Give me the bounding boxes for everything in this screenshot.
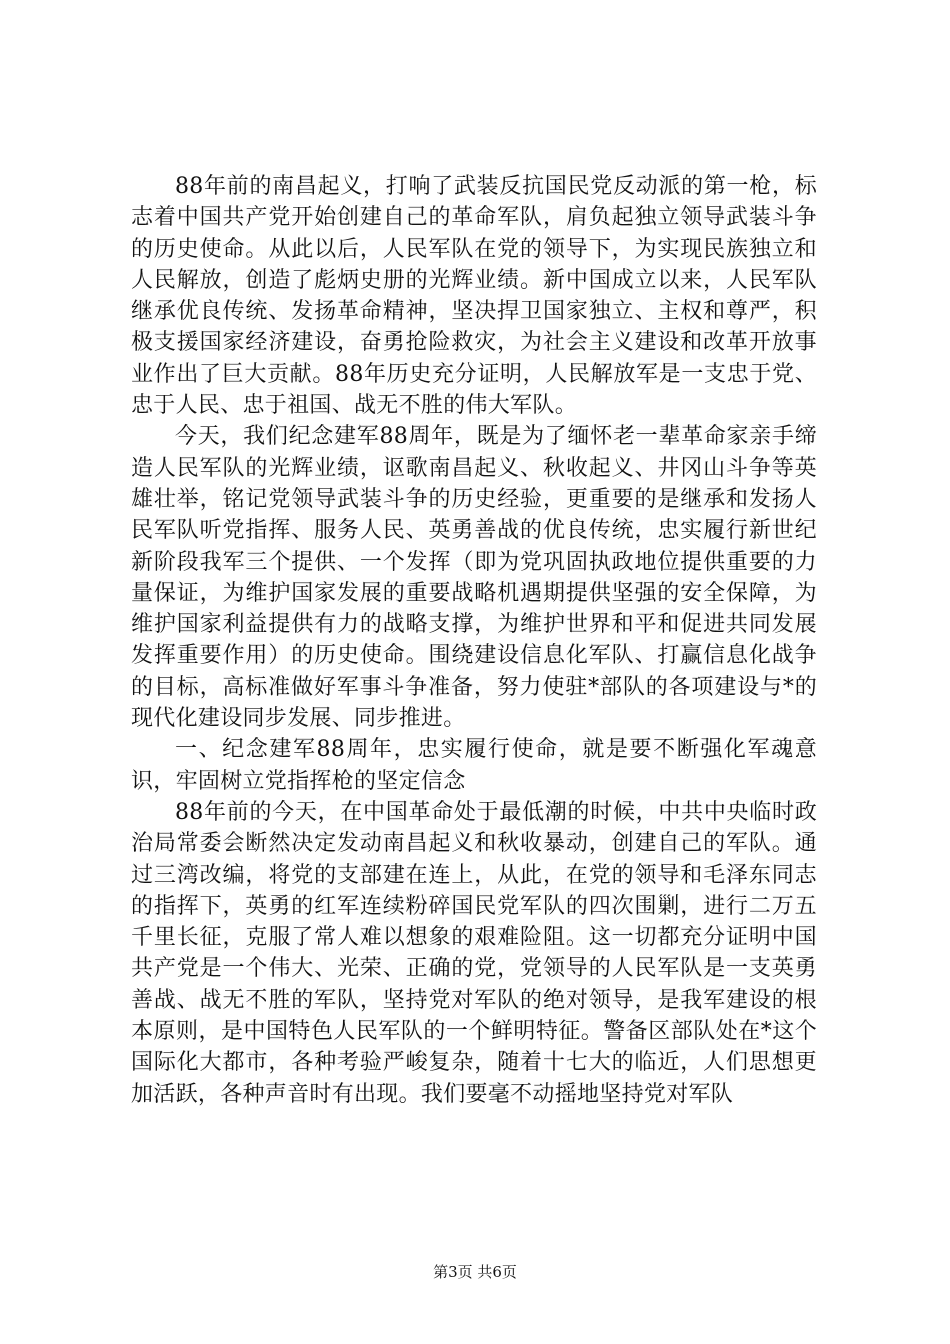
paragraph-history: 88年前的南昌起义，打响了武装反抗国民党反动派的第一枪，标志着中国共产党开始创建自己的革命军队，肩负起独立领导武装斗争的历史使命。从此以后，人民军队在党的领导下，为实现民族独立和人民解放，创造了彪炳史册的光辉业绩。新中国成立以来，人民军队继承优良传统、发扬革命精神，坚决捍卫国家独立、主权和尊严，积极支援国家经济建设，奋勇抢险救灾，为社会主义建设和改革开放事业作出了巨大贡献。88年历史充分证明，人民解放军是一支忠于党、忠于人民、忠于祖国、战无不胜的伟大军队。	[131, 174, 817, 419]
paragraph-party-command: 88年前的今天，在中国革命处于最低潮的时候，中共中央临时政治局常委会断然决定发动南昌起义和秋收暴动，创建自己的军队。通过三湾改编，将党的支部建在连上，从此，在党的领导和毛泽东同志的指挥下，英勇的红军连续粉碎国民党军队的四次围剿，进行二万五千里长征，克服了常人难以想象的艰难险阻。这一切都充分证明中国共产党是一个伟大、光荣、正确的党，党领导的人民军队是一支英勇善战、战无不胜的军队，坚持党对军队的绝对领导，是我军建设的根本原则，是中国特色人民军队的一个鲜明特征。警备区部队处在*这个国际化大都市，各种考验严峻复杂，随着十七大的临近，人们思想更加活跃，各种声音时有出现。我们要毫不动摇地坚持党对军队	[131, 799, 817, 1107]
paragraph-commemoration: 今天，我们纪念建军88周年，既是为了缅怀老一辈革命家亲手缔造人民军队的光辉业绩，讴歌南昌起义、秋收起义、井冈山斗争等英雄壮举，铭记党领导武装斗争的历史经验，更重要的是继承和发扬人民军队听党指挥、服务人民、英勇善战的优良传统，忠实履行新世纪新阶段我军三个提供、一个发挥（即为党巩固执政地位提供重要的力量保证，为维护国家发展的重要战略机遇期提供坚强的安全保障，为维护国家利益提供有力的战略支撑，为维护世界和平和促进共同发展发挥重要作用）的历史使命。围绕建设信息化军队、打赢信息化战争的目标，高标准做好军事斗争准备，努力使驻*部队的各项建设与*的现代化建设同步发展、同步推进。	[131, 424, 817, 732]
document-body	[131, 171, 817, 1110]
section-heading-one: 一、纪念建军88周年，忠实履行使命，就是要不断强化军魂意识，牢固树立党指挥枪的坚定信念	[131, 737, 817, 794]
page-number-footer: 第3页 共6页	[433, 1263, 517, 1281]
